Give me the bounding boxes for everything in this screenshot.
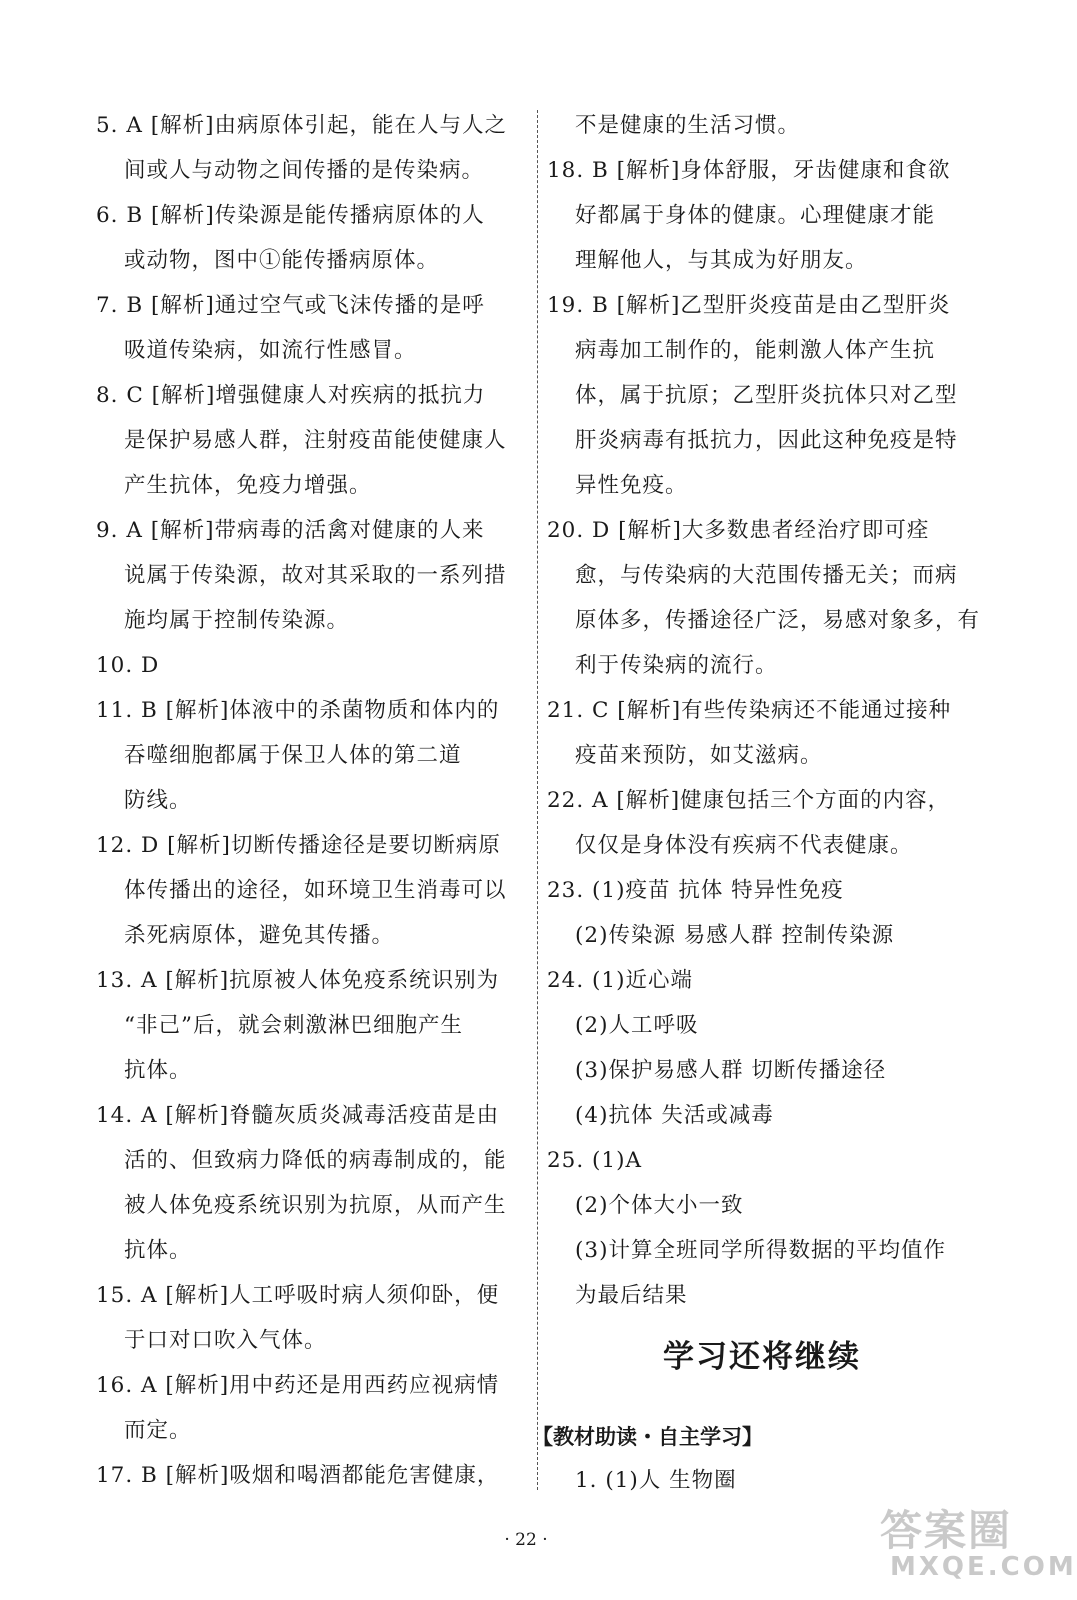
- sub-heading: 【教材助读・自主学习】: [532, 1425, 763, 1449]
- answer-line: 16. A [解析]用中药还是用西药应视病情: [96, 1373, 500, 1398]
- answer-line: 或动物，图中①能传播病原体。: [124, 248, 440, 273]
- answer-line: 异性免疫。: [575, 473, 688, 498]
- answer-line: 24. (1)近心端: [547, 968, 693, 993]
- answer-line: 被人体免疫系统识别为抗原，从而产生: [124, 1193, 507, 1218]
- answer-line: 愈，与传染病的大范围传播无关；而病: [575, 563, 958, 588]
- answer-line: 好都属于身体的健康。心理健康才能: [575, 203, 936, 228]
- column-divider: [537, 110, 538, 1490]
- answer-line: 原体多，传播途径广泛，易感对象多，有: [575, 608, 981, 633]
- answer-line: 吞噬细胞都属于保卫人体的第二道: [124, 743, 462, 768]
- answer-line: 理解他人，与其成为好朋友。: [575, 248, 868, 273]
- answer-line: (3)计算全班同学所得数据的平均值作: [575, 1238, 946, 1263]
- answer-line: 防线。: [124, 788, 192, 813]
- answer-line: “非己”后，就会刺激淋巴细胞产生: [124, 1013, 463, 1038]
- answer-line: (2)人工呼吸: [575, 1013, 699, 1038]
- answer-line: 15. A [解析]人工呼吸时病人须仰卧，便: [96, 1283, 500, 1308]
- answer-line: 11. B [解析]体液中的杀菌物质和体内的: [96, 698, 500, 723]
- answer-line: 杀死病原体，避免其传播。: [124, 923, 395, 948]
- answer-line: 22. A [解析]健康包括三个方面的内容，: [547, 788, 951, 813]
- answer-line: 18. B [解析]身体舒服，牙齿健康和食欲: [547, 158, 951, 183]
- answer-line: 14. A [解析]脊髓灰质炎减毒活疫苗是由: [96, 1103, 500, 1128]
- left-column: [96, 103, 524, 1498]
- answer-line: 体传播出的途径，如环境卫生消毒可以: [124, 878, 507, 903]
- answer-line: 12. D [解析]切断传播途径是要切断病原: [96, 833, 501, 858]
- answer-line: (2)传染源 易感人群 控制传染源: [575, 923, 895, 948]
- answer-line: 施均属于控制传染源。: [124, 608, 350, 633]
- right-column: [547, 103, 981, 1318]
- answer-line: 23. (1)疫苗 抗体 特异性免疫: [547, 878, 844, 903]
- answer-line: 21. C [解析]有些传染病还不能通过接种: [547, 698, 952, 723]
- answer-line: 仅仅是身体没有疾病不代表健康。: [575, 833, 913, 858]
- watermark-top: 答案圈: [880, 1506, 1013, 1555]
- answer-line: 间或人与动物之间传播的是传染病。: [124, 158, 485, 183]
- answer-line: 吸道传染病，如流行性感冒。: [124, 338, 417, 363]
- answer-line: 产生抗体，免疫力增强。: [124, 473, 372, 498]
- page-number: · 22 ·: [504, 1530, 548, 1550]
- answer-line: 20. D [解析]大多数患者经治疗即可痊: [547, 518, 930, 543]
- answer-line: 19. B [解析]乙型肝炎疫苗是由乙型肝炎: [547, 293, 951, 318]
- answer-line: 病毒加工制作的，能刺激人体产生抗: [575, 338, 936, 363]
- answer-line: 10. D: [96, 653, 160, 678]
- answer-line: 是保护易感人群，注射疫苗能使健康人: [124, 428, 507, 453]
- answer-line: 而定。: [124, 1418, 192, 1443]
- answer-line: 为最后结果: [575, 1283, 688, 1308]
- answer-line: (2)个体大小一致: [575, 1193, 744, 1218]
- section-title: 学习还将继续: [663, 1339, 861, 1375]
- answer-line: (3)保护易感人群 切断传播途径: [575, 1058, 887, 1083]
- answer-line: 抗体。: [124, 1058, 192, 1083]
- answer-line: 25. (1)A: [547, 1148, 643, 1173]
- answer-line: 活的、但致病力降低的病毒制成的，能: [124, 1148, 507, 1173]
- answer-line: 疫苗来预防，如艾滋病。: [575, 743, 823, 768]
- answer-line: 说属于传染源，故对其采取的一系列措: [124, 563, 507, 588]
- answer-line: (4)抗体 失活或减毒: [575, 1103, 774, 1128]
- answer-line: 5. A [解析]由病原体引起，能在人与人之: [96, 113, 507, 138]
- answer-line: 肝炎病毒有抵抗力，因此这种免疫是特: [575, 428, 958, 453]
- watermark-logo: [880, 1498, 1077, 1593]
- answer-line: 17. B [解析]吸烟和喝酒都能危害健康，: [96, 1463, 500, 1488]
- answer-line: 不是健康的生活习惯。: [575, 113, 801, 138]
- answer-line: 9. A [解析]带病毒的活禽对健康的人来: [96, 518, 485, 543]
- answer-line: 6. B [解析]传染源是能传播病原体的人: [96, 203, 485, 228]
- answer-line: 8. C [解析]增强健康人对疾病的抵抗力: [96, 383, 486, 408]
- answer-line: 于口对口吹入气体。: [124, 1328, 327, 1353]
- answer-line: 13. A [解析]抗原被人体免疫系统识别为: [96, 968, 500, 993]
- watermark-bottom: MXQE.COM: [890, 1552, 1077, 1582]
- answer-line: 抗体。: [124, 1238, 192, 1263]
- answer-line: 7. B [解析]通过空气或飞沫传播的是呼: [96, 293, 485, 318]
- answer-line: 1. (1)人 生物圈: [575, 1468, 737, 1493]
- answer-line: 利于传染病的流行。: [575, 653, 778, 678]
- answer-line: 体，属于抗原；乙型肝炎抗体只对乙型: [575, 383, 958, 408]
